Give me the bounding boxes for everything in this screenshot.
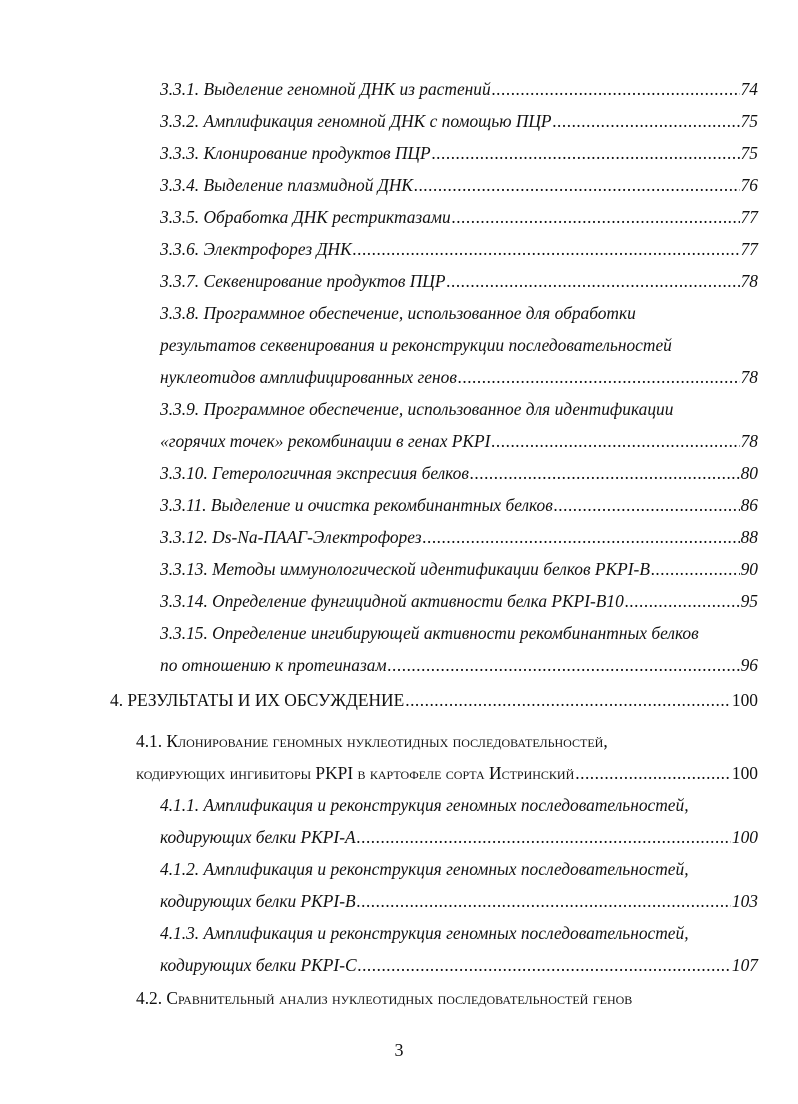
toc-entry-title: 3.3.6. Электрофорез ДНК: [160, 239, 352, 259]
toc-entry-3-3-13: [160, 558, 758, 580]
dot-leader: [358, 954, 731, 976]
dot-leader: [357, 826, 731, 848]
toc-entry-page: 77: [740, 207, 758, 227]
toc-entry-title: 3.3.10. Гетерологичная экспресиия белков: [160, 463, 469, 483]
toc-entry-page: 96: [740, 655, 758, 675]
dot-leader: [452, 206, 740, 228]
toc-entry-page: 76: [740, 175, 758, 195]
dot-leader: [458, 366, 740, 388]
toc-entry-title-continued: по отношению к протеиназам: [160, 655, 387, 675]
toc-entry-page: 78: [740, 271, 758, 291]
dot-leader: [432, 142, 740, 164]
toc-entry-title: 4.1.3. Амплификация и реконструкция геномных последовательностей,: [160, 923, 689, 943]
toc-entry-page: 78: [740, 431, 758, 451]
toc-entry-title: 3.3.12. Ds-Na-ПААГ-Электрофорез: [160, 527, 422, 547]
toc-entry-3-3-8-line2: [160, 334, 758, 356]
toc-entry-title-continued: кодирующих белки PKPI-B: [160, 891, 356, 911]
toc-entry-title: 3.3.1. Выделение геномной ДНК из растений: [160, 79, 491, 99]
dot-leader: [491, 430, 739, 452]
toc-entry-3-3-2: [160, 110, 758, 132]
toc-entry-page: 88: [740, 527, 758, 547]
toc-entry-title-continued: «горячих точек» рекомбинации в генах PKPI: [160, 431, 491, 451]
toc-chapter-4: [110, 689, 758, 711]
dot-leader: [357, 890, 731, 912]
toc-entry-title: 3.3.11. Выделение и очистка рекомбинантных белков: [160, 495, 553, 515]
toc-entry-page: 86: [740, 495, 758, 515]
toc-entry-title: 3.3.5. Обработка ДНК рестриктазами: [160, 207, 451, 227]
toc-entry-3-3-10: [160, 462, 758, 484]
toc-entry-3-3-15-line2: [160, 654, 758, 676]
toc-entry-4-1-2-line2: [160, 890, 758, 912]
toc-entry-page: 75: [740, 143, 758, 163]
dot-leader: [575, 762, 731, 784]
toc-entry-3-3-8-line3: [160, 366, 758, 388]
toc-entry-4-1-2-line1: [160, 858, 758, 880]
toc-entry-page: 90: [740, 559, 758, 579]
toc-entry-page: 78: [740, 367, 758, 387]
toc-entry-title: 3.3.8. Программное обеспечение, использованное для обработки: [160, 303, 636, 323]
toc-entry-title: 3.3.3. Клонирование продуктов ПЦР: [160, 143, 431, 163]
toc-entry-page: 107: [731, 955, 758, 975]
dot-leader: [353, 238, 740, 260]
toc-entry-page: 95: [740, 591, 758, 611]
toc-entry-page: 100: [731, 763, 758, 783]
dot-leader: [447, 270, 740, 292]
toc-entry-page: 77: [740, 239, 758, 259]
toc-entry-3-3-6: [160, 238, 758, 260]
toc-entry-title: 3.3.15. Определение ингибирующей активности рекомбинантных белков: [160, 623, 699, 643]
toc-entry-title: 4.1.2. Амплификация и реконструкция геномных последовательностей,: [160, 859, 689, 879]
toc-entry-3-3-8-line1: [160, 302, 758, 324]
toc-entry-4-1-3-line2: [160, 954, 758, 976]
toc-entry-page: 103: [731, 891, 758, 911]
toc-section-4-1-line2: [136, 762, 758, 784]
dot-leader: [414, 174, 740, 196]
toc-entry-title: 3.3.7. Секвенирование продуктов ПЦР: [160, 271, 446, 291]
toc-entry-title-continued: кодирующих белки PKPI-C: [160, 955, 357, 975]
toc-entry-3-3-14: [160, 590, 758, 612]
toc-entry-3-3-9-line2: [160, 430, 758, 452]
toc-entry-title: 3.3.2. Амплификация геномной ДНК с помощью ПЦР: [160, 111, 552, 131]
toc-section-title-continued: кодирующих ингибиторы PKPI в картофеле сорта Истринский: [136, 763, 575, 783]
toc-entry-title-continued: результатов секвенирования и реконструкции последовательностей: [160, 335, 672, 355]
dot-leader: [651, 558, 740, 580]
toc-entry-3-3-12: [160, 526, 758, 548]
dot-leader: [553, 110, 740, 132]
toc-section-4-1-line1: [136, 730, 758, 752]
toc-entry-4-1-1-line1: [160, 794, 758, 816]
toc-entry-3-3-3: [160, 142, 758, 164]
toc-entry-3-3-9-line1: [160, 398, 758, 420]
toc-entry-page: 100: [731, 827, 758, 847]
toc-entry-page: 100: [731, 690, 758, 710]
toc-entry-3-3-5: [160, 206, 758, 228]
toc-entry-title-continued: нуклеотидов амплифицированных генов: [160, 367, 457, 387]
dot-leader: [554, 494, 740, 516]
toc-chapter-title: 4. РЕЗУЛЬТАТЫ И ИХ ОБСУЖДЕНИЕ: [110, 690, 405, 710]
toc-entry-page: 80: [740, 463, 758, 483]
toc-entry-title: 3.3.9. Программное обеспечение, использованное для идентификации: [160, 399, 674, 419]
toc-entry-title: 4.1.1. Амплификация и реконструкция геномных последовательностей,: [160, 795, 689, 815]
toc-entry-title-continued: кодирующих белки PKPI-A: [160, 827, 356, 847]
toc-entry-3-3-11: [160, 494, 758, 516]
toc-section-title: 4.2. Сравнительный анализ нуклеотидных последовательностей генов: [136, 988, 633, 1008]
toc-section-title: 4.1. Клонирование геномных нуклеотидных последовательностей,: [136, 731, 608, 751]
toc-entry-3-3-4: [160, 174, 758, 196]
toc-entry-page: 75: [740, 111, 758, 131]
dot-leader: [388, 654, 740, 676]
toc-entry-4-1-3-line1: [160, 922, 758, 944]
dot-leader: [492, 78, 740, 100]
toc-entry-3-3-7: [160, 270, 758, 292]
page-number: 3: [394, 1040, 404, 1060]
toc-entry-4-1-1-line2: [160, 826, 758, 848]
dot-leader: [423, 526, 740, 548]
toc-entry-title: 3.3.14. Определение фунгицидной активности белка PKPI-B10: [160, 591, 624, 611]
toc-entry-title: 3.3.13. Методы иммунологической идентификации белков PKPI-B: [160, 559, 650, 579]
dot-leader: [470, 462, 740, 484]
dot-leader: [405, 689, 731, 711]
toc-section-4-2: [136, 987, 758, 1009]
toc-entry-title: 3.3.4. Выделение плазмидной ДНК: [160, 175, 413, 195]
toc-entry-3-3-15-line1: [160, 622, 758, 644]
toc-entry-page: 74: [740, 79, 758, 99]
toc-entry-3-3-1: [160, 78, 758, 100]
dot-leader: [625, 590, 740, 612]
